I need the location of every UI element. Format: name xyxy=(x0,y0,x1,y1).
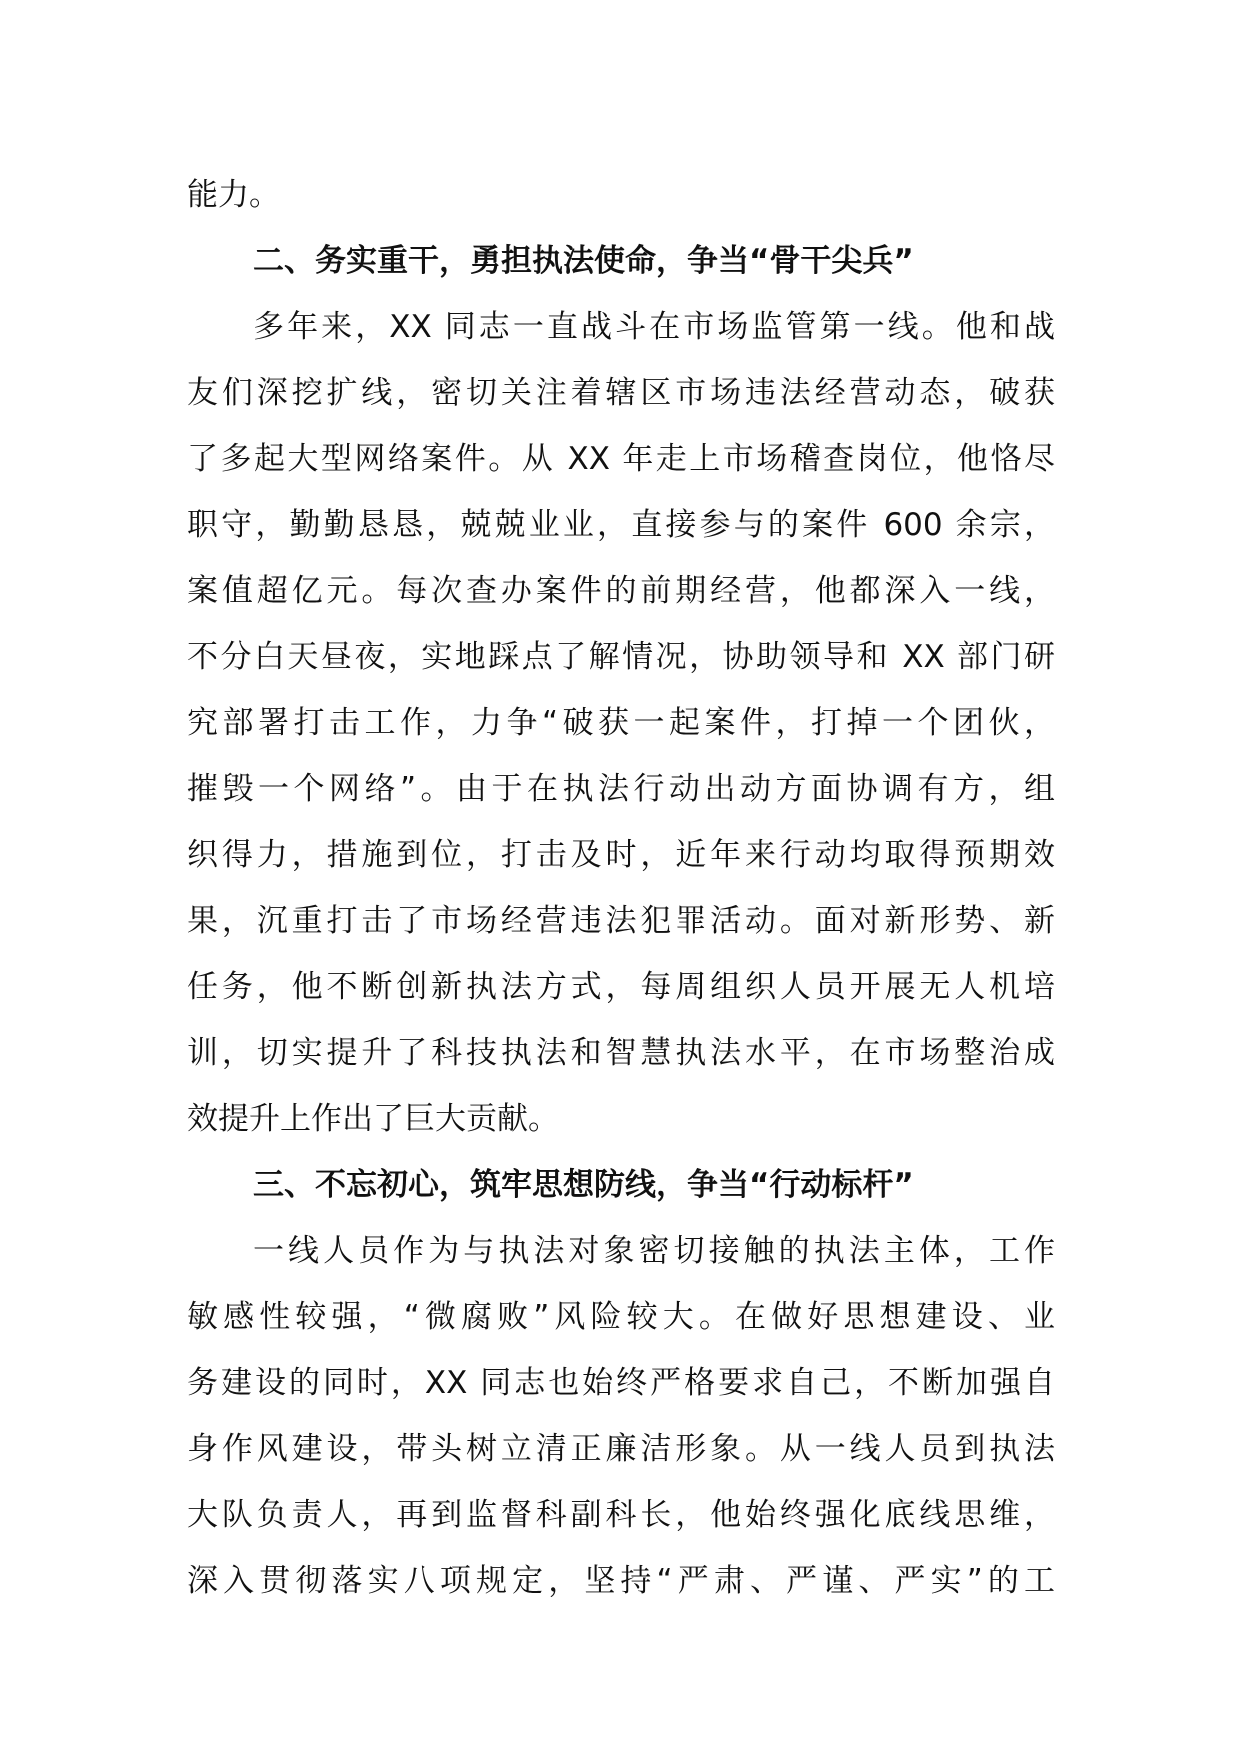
paragraph-line: 友们深挖扩线，密切关注着辖区市场违法经营动态，破获 xyxy=(187,375,1055,411)
paragraph-line: 身作风建设，带头树立清正廉洁形象。从一线人员到执法 xyxy=(187,1431,1055,1467)
paragraph-line: 究部署打击工作，力争“破获一起案件，打掉一个团伙， xyxy=(187,705,1055,741)
paragraph-line: 不分白天昼夜，实地踩点了解情况，协助领导和 XX 部门研 xyxy=(187,639,1055,675)
paragraph-line: 务建设的同时，XX 同志也始终严格要求自己，不断加强自 xyxy=(187,1365,1055,1401)
paragraph-line: 摧毁一个网络”。由于在执法行动出动方面协调有方，组 xyxy=(187,771,1055,807)
paragraph-line: 效提升上作出了巨大贡献。 xyxy=(187,1101,559,1137)
section-heading-2: 二、务实重干，勇担执法使命，争当“骨干尖兵” xyxy=(253,243,914,279)
section-heading-3: 三、不忘初心，筑牢思想防线，争当“行动标杆” xyxy=(253,1167,914,1203)
paragraph-line: 大队负责人，再到监督科副科长，他始终强化底线思维， xyxy=(187,1497,1055,1533)
paragraph-line: 多年来，XX 同志一直战斗在市场监管第一线。他和战 xyxy=(253,309,1055,345)
paragraph-line: 职守，勤勤恳恳，兢兢业业，直接参与的案件 600 余宗， xyxy=(187,507,1055,543)
paragraph-line: 训，切实提升了科技执法和智慧执法水平，在市场整治成 xyxy=(187,1035,1055,1071)
paragraph-line: 任务，他不断创新执法方式，每周组织人员开展无人机培 xyxy=(187,969,1055,1005)
paragraph-line: 织得力，措施到位，打击及时，近年来行动均取得预期效 xyxy=(187,837,1055,873)
paragraph-line: 一线人员作为与执法对象密切接触的执法主体，工作 xyxy=(253,1233,1055,1269)
paragraph-line: 深入贯彻落实八项规定，坚持“严肃、严谨、严实”的工 xyxy=(187,1563,1055,1599)
paragraph-line: 能力。 xyxy=(187,177,280,213)
paragraph-line: 敏感性较强，“微腐败”风险较大。在做好思想建设、业 xyxy=(187,1299,1055,1335)
paragraph-line: 了多起大型网络案件。从 XX 年走上市场稽查岗位，他恪尽 xyxy=(187,441,1055,477)
paragraph-line: 果，沉重打击了市场经营违法犯罪活动。面对新形势、新 xyxy=(187,903,1055,939)
document-body xyxy=(187,162,1055,1614)
paragraph-line: 案值超亿元。每次查办案件的前期经营，他都深入一线， xyxy=(187,573,1055,609)
